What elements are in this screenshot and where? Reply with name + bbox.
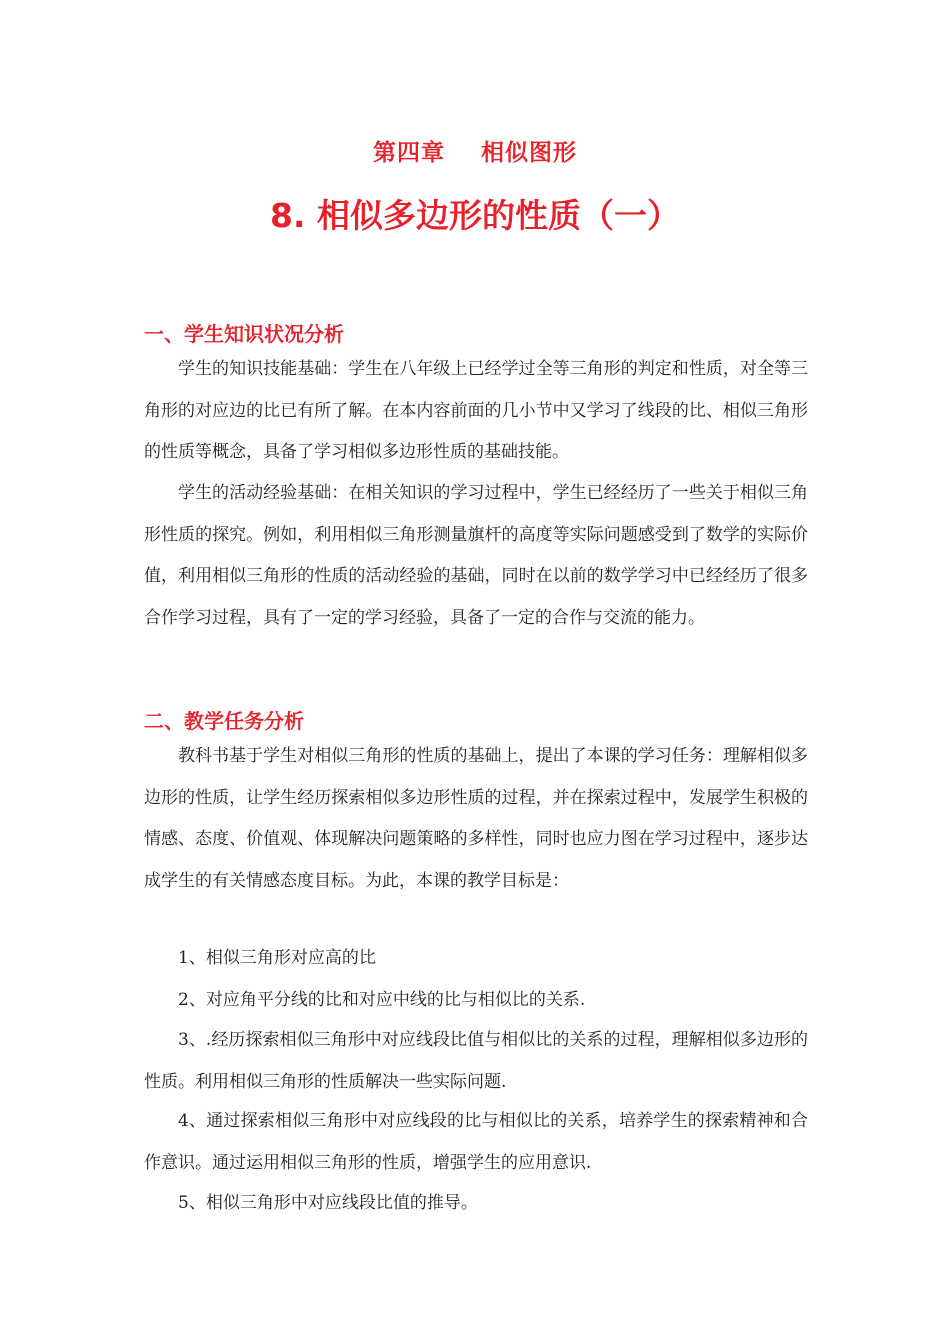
goal-item-2: 2、对应角平分线的比和对应中线的比与相似比的关系. — [178, 990, 586, 1010]
paragraph-activity-experience: 学生的活动经验基础：在相关知识的学习过程中，学生已经经历了一些关于相似三角形性质的探究。例如，利用相似三角形测量旗杆的高度等实际问题感受到了数学的实际价值，利用相似三角形的性质的活动经验的基础，同时在以前的数学学习中已经经历了很多合作学习过程，具有了一定的学习经验，具备了一定的合作与交流的能力。 — [144, 483, 808, 628]
paragraph-knowledge-skills: 学生的知识技能基础：学生在八年级上已经学过全等三角形的判定和性质，对全等三角形的对应边的比已有所了解。在本内容前面的几小节中又学习了线段的比、相似三角形的性质等概念，具备了学习相似多边形性质的基础技能。 — [144, 359, 808, 462]
goal-item-5: 5、相似三角形中对应线段比值的推导。 — [178, 1193, 478, 1213]
chapter-title: 第四章 相似图形 — [372, 140, 578, 166]
goal-item-3: 3、.经历探索相似三角形中对应线段比值与相似比的关系的过程，理解相似多边形的性质。利用相似三角形的性质解决一些实际问题. — [144, 1030, 808, 1092]
goal-item-1: 1、相似三角形对应高的比 — [178, 948, 376, 968]
section-heading-task-analysis: 二、教学任务分析 — [144, 709, 304, 733]
lesson-title: 8. 相似多边形的性质（一） — [270, 196, 680, 235]
paragraph-task-analysis: 教科书基于学生对相似三角形的性质的基础上，提出了本课的学习任务：理解相似多边形的性质，让学生经历探索相似多边形性质的过程，并在探索过程中，发展学生积极的情感、态度、价值观、体现解决问题策略的多样性，同时也应力图在学习过程中，逐步达成学生的有关情感态度目标。为此，本课的教学目标是： — [144, 746, 808, 891]
section-heading-student-analysis: 一、学生知识状况分析 — [144, 322, 344, 346]
goal-item-4: 4、通过探索相似三角形中对应线段的比与相似比的关系，培养学生的探索精神和合作意识。通过运用相似三角形的性质，增强学生的应用意识. — [144, 1111, 808, 1173]
